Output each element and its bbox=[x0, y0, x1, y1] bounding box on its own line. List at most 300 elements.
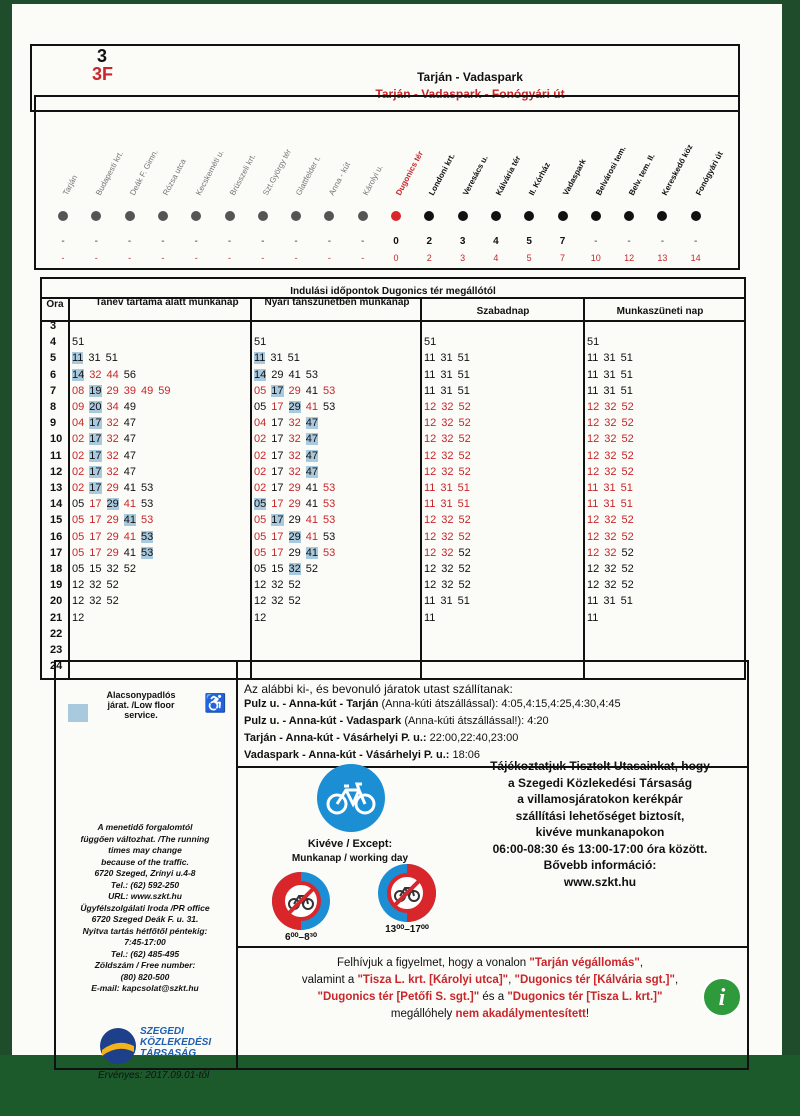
departure-minute: 12 bbox=[587, 401, 600, 413]
departure-minute: 51 bbox=[424, 336, 437, 349]
departure-cell bbox=[587, 514, 639, 526]
stop-dot bbox=[691, 211, 701, 221]
departure-minute: 05 bbox=[254, 546, 267, 559]
departure-minute: 49 bbox=[141, 384, 154, 397]
departure-minute: 20 bbox=[89, 401, 102, 413]
hour-label: 3 bbox=[50, 320, 57, 332]
stop-name: Veresács u. bbox=[460, 153, 490, 197]
departure-minute: 56 bbox=[123, 368, 136, 381]
departure-minute: 12 bbox=[587, 465, 600, 478]
contact-line: because of the traffic. bbox=[101, 856, 189, 867]
hour-label: 12 bbox=[50, 465, 63, 478]
departure-minute: 53 bbox=[141, 514, 154, 527]
stop-minute-variant: 3 bbox=[460, 253, 466, 263]
departure-minute: 52 bbox=[458, 401, 471, 413]
departure-minute: 41 bbox=[305, 530, 318, 543]
departure-minute: 41 bbox=[123, 514, 136, 527]
no-bike-afternoon-icon bbox=[376, 862, 438, 924]
departure-minute: 12 bbox=[72, 595, 85, 608]
contact-line: függően változhat. /The running bbox=[80, 833, 210, 844]
departure-cell bbox=[72, 482, 158, 494]
departure-cell bbox=[72, 514, 158, 526]
departure-minute: 32 bbox=[288, 563, 301, 575]
departure-minute: 53 bbox=[323, 498, 336, 511]
departure-minute: 59 bbox=[158, 384, 171, 397]
departure-minute: 32 bbox=[106, 417, 119, 430]
hour-label: 11 bbox=[50, 449, 62, 462]
departure-cell bbox=[72, 466, 141, 478]
departure-cell bbox=[254, 466, 323, 478]
departure-minute: 32 bbox=[604, 546, 617, 559]
stop-minute: 7 bbox=[559, 236, 566, 247]
hour-label: 9 bbox=[50, 417, 57, 430]
stop-minute: - bbox=[594, 236, 598, 247]
bike-notice-line: kivéve munkanapokon bbox=[535, 825, 665, 839]
bike-except-label: Kivéve / Except: bbox=[307, 838, 393, 850]
stop-minute-variant: 14 bbox=[690, 253, 701, 263]
stop-minute-variant: - bbox=[61, 253, 65, 263]
departure-minute: 12 bbox=[254, 579, 267, 592]
departure-cell bbox=[424, 482, 475, 494]
departure-minute: 41 bbox=[305, 401, 318, 413]
stop-name: Kálvária tér bbox=[493, 154, 523, 197]
col-header-saturday: Szabadnap bbox=[476, 306, 530, 317]
departure-minute: 32 bbox=[106, 433, 119, 446]
departure-minute: 47 bbox=[305, 449, 318, 462]
hour-label: 20 bbox=[50, 595, 63, 608]
special-trips-intro: Az alábbi ki-, és bevonuló járatok utast szállítanak: bbox=[244, 682, 513, 696]
bike-notice-line: szállítási lehetőséget biztosít, bbox=[515, 808, 685, 823]
departure-minute: 53 bbox=[141, 546, 154, 559]
departure-minute: 29 bbox=[106, 384, 119, 397]
departure-minute: 52 bbox=[621, 514, 634, 527]
departure-minute: 31 bbox=[603, 384, 616, 397]
departure-cell bbox=[72, 579, 124, 591]
departure-minute: 11 bbox=[424, 368, 436, 381]
departure-minute: 12 bbox=[424, 546, 437, 559]
departure-cell bbox=[587, 369, 638, 381]
route-subtitle: Tarján - Vadaspark - Fonógyári út bbox=[375, 87, 565, 101]
departure-minute: 32 bbox=[604, 417, 617, 430]
departure-minute: 11 bbox=[72, 352, 84, 365]
stop-minute: - bbox=[627, 236, 631, 247]
departure-cell bbox=[254, 336, 271, 348]
departure-minute: 32 bbox=[89, 579, 102, 592]
stop-minute: 2 bbox=[426, 236, 433, 247]
departure-minute: 29 bbox=[271, 368, 284, 381]
departure-cell bbox=[254, 385, 340, 397]
stop-minute: - bbox=[694, 236, 698, 247]
stop-minute-variant: - bbox=[327, 253, 331, 263]
departure-cell bbox=[424, 433, 476, 445]
stop-minute-variant: - bbox=[361, 253, 365, 263]
departure-minute: 12 bbox=[424, 563, 437, 575]
hour-label: 6 bbox=[50, 368, 57, 381]
departure-minute: 17 bbox=[271, 482, 284, 494]
departure-minute: 51 bbox=[287, 352, 300, 365]
departure-minute: 02 bbox=[72, 433, 85, 446]
stop-minute: - bbox=[94, 236, 98, 247]
szkt-logo-text bbox=[140, 1026, 211, 1059]
contact-line: 6720 Szeged, Zrínyi u.4-8 bbox=[94, 868, 196, 878]
departure-minute: 29 bbox=[106, 546, 119, 559]
hour-label: 7 bbox=[50, 384, 57, 397]
departure-minute: 32 bbox=[288, 417, 301, 430]
departure-minute: 17 bbox=[271, 449, 284, 462]
stop-dot bbox=[258, 211, 268, 221]
departure-minute: 11 bbox=[424, 352, 436, 365]
valid-from: Érvényes: 2017.09.01-től bbox=[98, 1070, 210, 1081]
departure-minute: 41 bbox=[123, 482, 136, 494]
departure-minute: 51 bbox=[457, 368, 470, 381]
departure-minute: 53 bbox=[305, 368, 318, 381]
stop-minute-variant: 7 bbox=[559, 253, 565, 263]
departure-cell bbox=[254, 450, 323, 462]
departure-minute: 31 bbox=[440, 352, 453, 365]
departure-minute: 12 bbox=[587, 449, 600, 462]
logo-line: TÁRSASÁG bbox=[140, 1048, 197, 1059]
departure-minute: 17 bbox=[89, 417, 102, 430]
contact-line: 6720 Szeged Deák F. u. 31. bbox=[91, 914, 199, 924]
notice-text: Felhívjuk a figyelmet, hogy a vonalon bbox=[336, 957, 530, 969]
departure-minute: 53 bbox=[141, 482, 154, 494]
departure-minute: 32 bbox=[604, 530, 617, 543]
hour-label: 24 bbox=[50, 660, 63, 673]
notice-text: , bbox=[508, 974, 515, 986]
special-trip-line bbox=[244, 732, 518, 744]
contact-line: Ügyfélszolgálati Iroda /PR office bbox=[80, 902, 210, 913]
departure-minute: 29 bbox=[288, 530, 301, 543]
departure-minute: 32 bbox=[604, 401, 617, 413]
hour-header: Óra bbox=[46, 299, 64, 310]
contact-line: Tel.: (62) 485-495 bbox=[110, 948, 180, 959]
hour-label: 13 bbox=[50, 482, 63, 494]
departure-minute: 12 bbox=[424, 449, 437, 462]
departure-minute: 32 bbox=[441, 530, 454, 543]
departure-minute: 51 bbox=[620, 498, 633, 511]
departure-minute: 52 bbox=[458, 433, 471, 446]
bike-notice-line: a villamosjáratokon kerékpár bbox=[517, 792, 683, 806]
hour-label: 15 bbox=[50, 514, 63, 527]
notice-stop: "Dugonics tér [Petőfi S. sgt.]" bbox=[317, 991, 480, 1003]
stop-dot bbox=[458, 211, 468, 221]
departure-minute: 17 bbox=[271, 465, 284, 478]
departure-minute: 32 bbox=[441, 433, 454, 446]
special-trip-times: 22:00,22:40,23:00 bbox=[426, 732, 519, 744]
departure-minute: 17 bbox=[89, 530, 102, 543]
departure-minute: 32 bbox=[604, 433, 617, 446]
departure-minute: 17 bbox=[271, 530, 284, 543]
route-number: 3 bbox=[97, 46, 108, 66]
departure-minute: 12 bbox=[424, 514, 437, 527]
departure-cell bbox=[587, 352, 638, 364]
departure-minute: 29 bbox=[288, 482, 301, 494]
departure-minute: 51 bbox=[457, 352, 470, 365]
departure-minute: 51 bbox=[254, 336, 267, 349]
departure-cell bbox=[254, 612, 271, 624]
hour-label: 22 bbox=[50, 627, 63, 640]
departure-minute: 41 bbox=[288, 368, 301, 381]
departure-minute: 52 bbox=[123, 563, 136, 575]
departure-minute: 02 bbox=[72, 465, 85, 478]
departure-cell bbox=[72, 433, 141, 445]
departure-minute: 11 bbox=[587, 352, 599, 365]
departure-minute: 02 bbox=[72, 449, 85, 462]
bike-notice-line: a Szegedi Közlekedési Társaság bbox=[507, 775, 693, 790]
hour-label: 16 bbox=[50, 530, 63, 543]
special-trip-note: (Anna-kúti átszállással): bbox=[378, 698, 499, 710]
departure-minute: 47 bbox=[305, 433, 318, 446]
departure-minute: 52 bbox=[288, 579, 301, 592]
departure-minute: 52 bbox=[621, 530, 634, 543]
departure-minute: 12 bbox=[254, 595, 267, 608]
stop-minute: - bbox=[127, 236, 132, 247]
departure-minute: 32 bbox=[604, 465, 617, 478]
departure-minute: 15 bbox=[271, 563, 284, 575]
col-divider-3 bbox=[583, 297, 585, 680]
departure-minute: 52 bbox=[288, 595, 301, 608]
special-trip-route: Vadaspark - Anna-kút - Vásárhelyi P. u.: bbox=[244, 749, 450, 761]
departure-minute: 31 bbox=[603, 498, 616, 511]
departure-minute: 11 bbox=[587, 482, 599, 494]
stop-minute: - bbox=[294, 236, 298, 247]
departure-minute: 12 bbox=[72, 579, 85, 592]
no-bike-afternoon-time: 13⁰⁰–17⁰⁰ bbox=[385, 924, 429, 935]
departure-minute: 02 bbox=[254, 449, 267, 462]
contact-line: (80) 820-500 bbox=[120, 971, 170, 982]
departure-minute: 17 bbox=[89, 514, 102, 527]
departure-minute: 05 bbox=[72, 546, 85, 559]
stop-name: Budapesti krt. bbox=[94, 149, 126, 197]
departure-minute: 47 bbox=[305, 465, 318, 478]
departure-minute: 11 bbox=[424, 611, 436, 624]
departure-cell bbox=[587, 612, 603, 624]
departure-minute: 32 bbox=[106, 449, 119, 462]
logo-line: KÖZLEKEDÉSI bbox=[140, 1037, 212, 1048]
departure-minute: 05 bbox=[254, 384, 267, 397]
departure-cell bbox=[587, 466, 639, 478]
departure-minute: 29 bbox=[288, 498, 301, 511]
departure-minute: 05 bbox=[254, 514, 267, 527]
stop-name: Rózsa utca bbox=[160, 157, 188, 197]
special-trip-times: 4:05,4:15,4:25,4:30,4:45 bbox=[498, 698, 621, 710]
departure-cell bbox=[72, 352, 123, 364]
notice-stop: "Tisza L. krt. [Károlyi utca]" bbox=[357, 974, 509, 986]
departure-cell bbox=[587, 482, 638, 494]
stop-minute-variant: 0 bbox=[393, 253, 399, 263]
departure-cell bbox=[72, 498, 158, 510]
departure-cell bbox=[424, 417, 476, 429]
departure-minute: 51 bbox=[72, 336, 85, 349]
departure-minute: 02 bbox=[254, 465, 267, 478]
departure-cell bbox=[587, 417, 639, 429]
departure-minute: 51 bbox=[457, 384, 470, 397]
departure-minute: 12 bbox=[424, 579, 437, 592]
departure-minute: 02 bbox=[72, 482, 85, 494]
departure-minute: 29 bbox=[288, 384, 301, 397]
departure-cell bbox=[72, 336, 89, 348]
departure-minute: 44 bbox=[106, 368, 119, 381]
departure-cell bbox=[254, 563, 323, 575]
departure-cell bbox=[587, 336, 604, 348]
no-bike-morning-time: 6⁰⁰–8³⁰ bbox=[284, 932, 318, 943]
departure-cell bbox=[424, 563, 476, 575]
departure-minute: 17 bbox=[89, 465, 102, 478]
departure-minute: 11 bbox=[587, 611, 599, 624]
departure-minute: 29 bbox=[106, 530, 119, 543]
departure-cell bbox=[72, 563, 141, 575]
departure-cell bbox=[587, 498, 638, 510]
departure-minute: 32 bbox=[441, 465, 454, 478]
departure-minute: 05 bbox=[72, 530, 85, 543]
special-trip-route: Pulz u. - Anna-kút - Tarján bbox=[244, 698, 379, 710]
departure-minute: 51 bbox=[620, 482, 633, 494]
bike-notice-line: 06:00-08:30 és 13:00-17:00 óra között. bbox=[492, 841, 708, 856]
departure-minute: 41 bbox=[305, 482, 318, 494]
stop-name: II. Kórház bbox=[527, 160, 553, 197]
stop-dot bbox=[491, 211, 501, 221]
low-floor-legend: Alacsonypadlós járat. /Low floor service. bbox=[106, 690, 176, 720]
departure-minute: 47 bbox=[123, 449, 136, 462]
notice-text: megállóhely bbox=[390, 1008, 456, 1020]
stop-minute: 4 bbox=[493, 236, 499, 247]
departure-minute: 47 bbox=[305, 417, 318, 430]
departure-minute: 52 bbox=[621, 401, 634, 413]
departure-minute: 53 bbox=[323, 482, 336, 494]
col-divider-2 bbox=[420, 297, 422, 680]
departure-cell bbox=[424, 612, 440, 624]
departure-minute: 11 bbox=[587, 384, 599, 397]
departure-minute: 14 bbox=[72, 368, 85, 381]
stop-name: Anna - kút bbox=[327, 160, 353, 197]
notice-text: valamint a bbox=[301, 974, 358, 986]
departure-minute: 47 bbox=[123, 465, 136, 478]
special-trip-line bbox=[244, 715, 549, 727]
stop-name: Londoni krt. bbox=[427, 151, 457, 197]
departure-minute: 29 bbox=[288, 546, 301, 559]
departure-minute: 32 bbox=[106, 465, 119, 478]
stop-minute-variant: 10 bbox=[590, 253, 601, 263]
departure-minute: 31 bbox=[603, 595, 616, 608]
wheelchair-icon: ♿ bbox=[204, 693, 227, 713]
stop-name: Glattfelder t. bbox=[294, 154, 323, 197]
contact-url[interactable]: URL: www.szkt.hu bbox=[108, 891, 182, 901]
departure-minute: 41 bbox=[123, 498, 136, 511]
contact-email[interactable]: E-mail: kapcsolat@szkt.hu bbox=[91, 983, 199, 993]
departure-cell bbox=[587, 531, 639, 543]
departure-minute: 12 bbox=[254, 611, 267, 624]
departure-minute: 32 bbox=[604, 563, 617, 575]
departure-minute: 41 bbox=[123, 546, 136, 559]
departure-minute: 12 bbox=[72, 611, 85, 624]
stop-minute: - bbox=[161, 236, 165, 247]
departure-minute: 05 bbox=[254, 498, 267, 511]
departure-minute: 52 bbox=[621, 563, 634, 575]
departure-minute: 17 bbox=[271, 433, 284, 446]
hour-label: 17 bbox=[50, 546, 63, 559]
departure-minute: 53 bbox=[323, 546, 336, 559]
departure-cell bbox=[424, 498, 475, 510]
departure-minute: 47 bbox=[123, 417, 136, 430]
departure-minute: 31 bbox=[603, 352, 616, 365]
departure-minute: 32 bbox=[271, 579, 284, 592]
stop-minute-variant: 12 bbox=[624, 253, 635, 263]
notice-stop: "Tarján végállomás" bbox=[529, 957, 640, 969]
departure-cell bbox=[424, 401, 476, 413]
departure-cell bbox=[254, 401, 340, 413]
timetable-grid bbox=[40, 277, 746, 680]
stop-dot bbox=[125, 211, 135, 221]
departure-cell bbox=[72, 612, 89, 624]
departure-cell bbox=[254, 547, 340, 559]
col-divider-1 bbox=[250, 297, 252, 680]
departure-cell bbox=[587, 547, 639, 559]
stop-dot bbox=[358, 211, 368, 221]
stop-dot bbox=[225, 211, 235, 221]
stop-minute-variant: - bbox=[228, 253, 231, 263]
departure-cell bbox=[72, 385, 176, 397]
notice-stop: "Dugonics tér [Kálvária sgt.]" bbox=[514, 974, 675, 986]
hour-label: 5 bbox=[50, 352, 57, 365]
departure-minute: 12 bbox=[424, 465, 437, 478]
departure-minute: 12 bbox=[587, 514, 600, 527]
departure-minute: 12 bbox=[587, 433, 600, 446]
stop-minute-variant: - bbox=[294, 253, 298, 263]
stop-dot bbox=[558, 211, 568, 221]
departure-minute: 51 bbox=[457, 498, 470, 511]
departure-minute: 52 bbox=[621, 579, 634, 592]
stop-minute: - bbox=[660, 236, 665, 247]
departure-minute: 41 bbox=[305, 514, 318, 527]
departure-minute: 31 bbox=[603, 482, 616, 494]
col-header-school: Tanév tartama alatt munkanap bbox=[95, 297, 239, 308]
departure-cell bbox=[424, 336, 441, 348]
departure-cell bbox=[254, 595, 306, 607]
notice-stop: "Dugonics tér [Tisza L. krt.]" bbox=[507, 991, 663, 1003]
stop-minute-variant: - bbox=[261, 253, 265, 263]
departure-minute: 49 bbox=[123, 401, 136, 413]
departure-cell bbox=[587, 579, 639, 591]
departure-cell bbox=[254, 352, 305, 364]
stop-dot bbox=[58, 211, 68, 221]
stop-name: Belvárosi tem. bbox=[593, 144, 628, 197]
notice-text: , bbox=[674, 974, 679, 986]
special-trip-route: Pulz u. - Anna-kút - Vadaspark bbox=[244, 715, 402, 727]
departure-minute: 08 bbox=[72, 384, 85, 397]
departure-minute: 52 bbox=[621, 433, 634, 446]
departure-minute: 11 bbox=[424, 482, 436, 494]
departure-minute: 52 bbox=[305, 563, 318, 575]
departure-minute: 51 bbox=[620, 368, 633, 381]
stop-name: Kereskedő köz bbox=[660, 142, 695, 197]
hour-label: 14 bbox=[50, 498, 63, 511]
departure-minute: 53 bbox=[323, 401, 336, 413]
departure-minute: 17 bbox=[89, 498, 102, 511]
departure-minute: 32 bbox=[89, 595, 102, 608]
bike-notice-line: Tájékoztatjuk Tisztelt Utasainkat, hogy bbox=[490, 759, 710, 773]
hour-label: 21 bbox=[50, 611, 63, 624]
stop-minute: - bbox=[194, 236, 198, 247]
special-trip-route: Tarján - Anna-kút - Vásárhelyi P. u.: bbox=[244, 732, 427, 744]
departure-minute: 31 bbox=[440, 384, 453, 397]
departure-cell bbox=[424, 579, 476, 591]
special-trip-times: 4:20 bbox=[524, 715, 549, 727]
special-trip-times: 18:06 bbox=[449, 749, 481, 761]
bike-notice-link[interactable]: www.szkt.hu bbox=[563, 874, 637, 889]
notice-text: ! bbox=[585, 1008, 590, 1020]
departure-minute: 04 bbox=[72, 417, 85, 430]
departure-minute: 32 bbox=[441, 401, 454, 413]
